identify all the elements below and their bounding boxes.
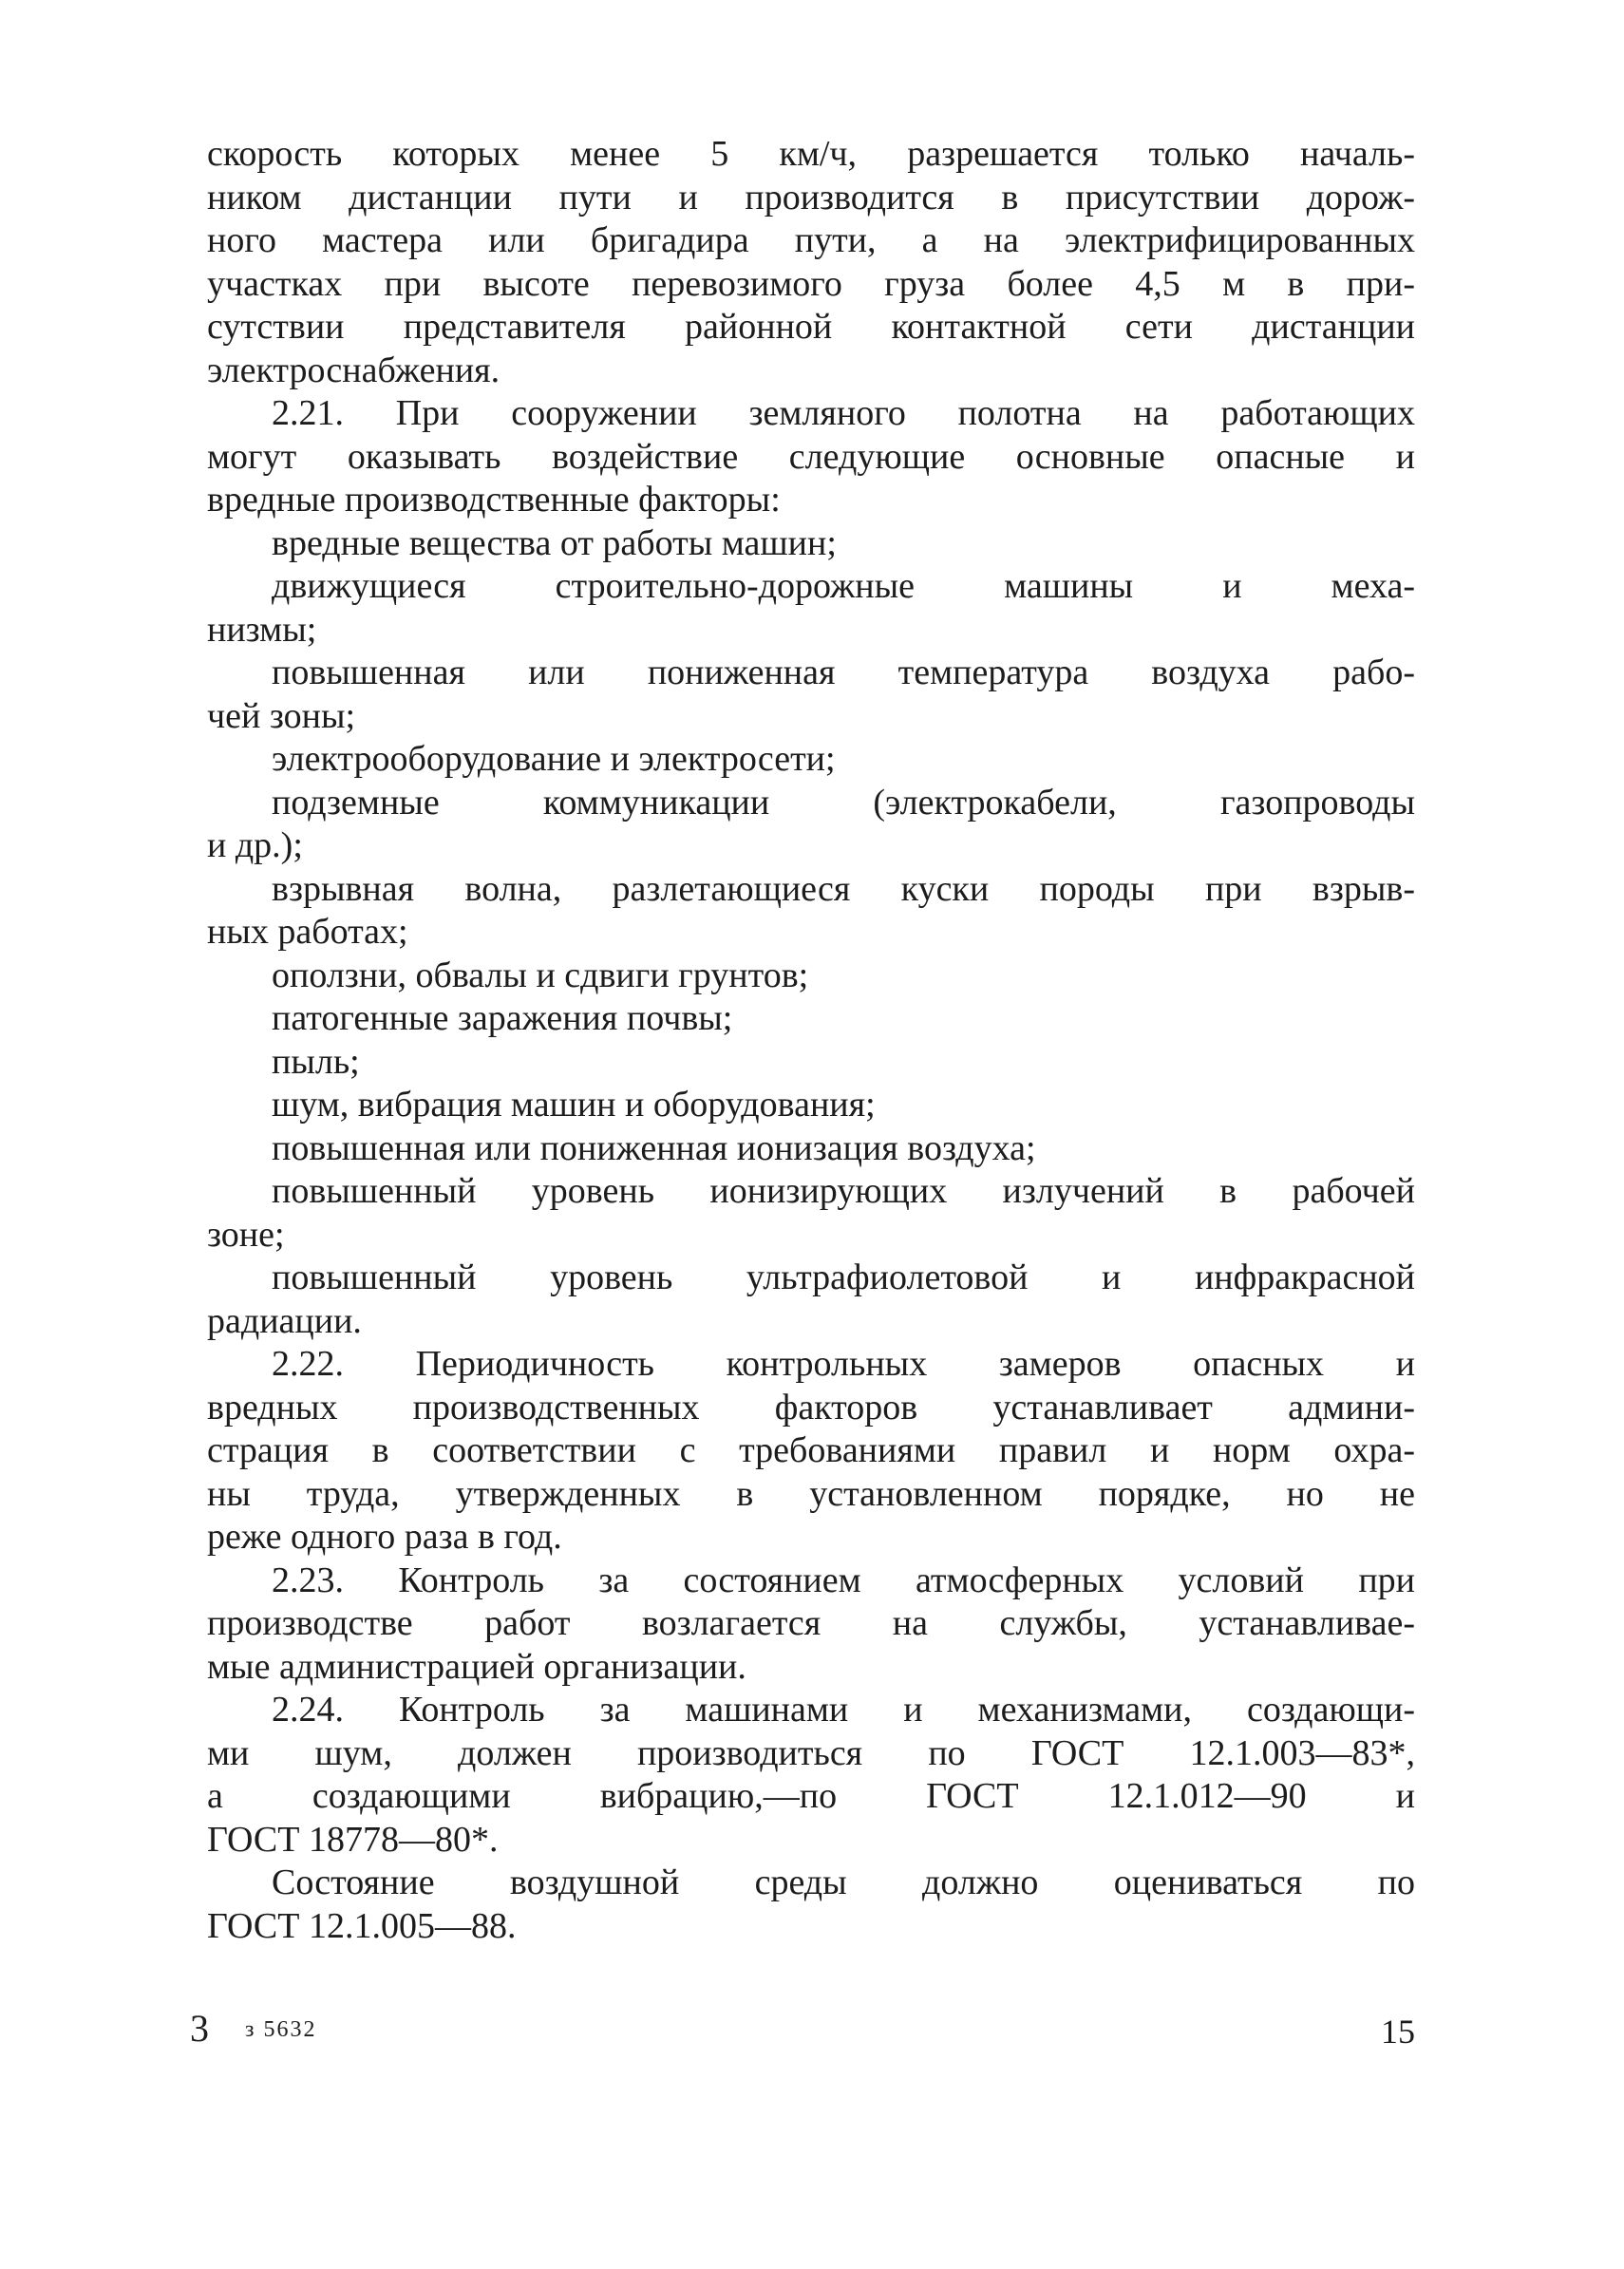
text-line: а создающими вибрацию,—по ГОСТ 12.1.012—90 и (207, 1776, 1415, 1816)
text-line: Состояние воздушной среды должно оцениваться по (272, 1862, 1415, 1902)
list-item-line: шум, вибрация машин и оборудования; (272, 1085, 876, 1125)
text-line: скорость которых менее 5 км/ч, разрешается только началь- (207, 134, 1415, 174)
document-body (207, 133, 1415, 1948)
signature-mark: 3 (190, 2007, 209, 2050)
text-line: сутствии представителя районной контактной сети дистанции (207, 307, 1415, 347)
text-line: участках при высоте перевозимого груза более 4,5 м в при- (207, 263, 1415, 304)
list-item-line: подземные коммуникации (электрокабели, газопроводы (272, 782, 1415, 823)
list-item-line: низмы; (207, 609, 317, 650)
text-line: могут оказывать воздействие следующие основные опасные и (207, 436, 1415, 477)
list-item-line: ных работах; (207, 912, 408, 952)
section-heading-line: 2.23. Контроль за состоянием атмосферных условий при (272, 1560, 1415, 1600)
list-item-line: повышенная или пониженная ионизация воздуха; (272, 1127, 1036, 1168)
list-item-line: повышенная или пониженная температура воздуха рабо- (272, 652, 1415, 692)
text-line: мые администрацией организации. (207, 1646, 746, 1687)
list-item-line: зоне; (207, 1214, 285, 1255)
print-order-number: з 5632 (245, 2017, 317, 2042)
text-line: ми шум, должен производиться по ГОСТ 12.1.003—83*, (207, 1732, 1415, 1773)
text-line: ного мастера или бригадира пути, а на электрифицированных (207, 220, 1415, 260)
list-item-line: патогенные заражения почвы; (272, 998, 733, 1038)
list-item-line: взрывная волна, разлетающиеся куски породы при взрыв- (272, 868, 1415, 909)
text-line: вредные производственные факторы: (207, 480, 781, 520)
list-item-line: движущиеся строительно-дорожные машины и меха- (272, 566, 1415, 606)
text-line: вредных производственных факторов устанавливает админи- (207, 1387, 1415, 1428)
text-line: ГОСТ 12.1.005—88. (207, 1905, 517, 1946)
list-item-line: пыль; (272, 1041, 360, 1082)
list-item-line: вредные вещества от работы машин; (272, 522, 837, 563)
section-heading-line: 2.22. Периодичность контрольных замеров опасных и (272, 1344, 1415, 1384)
text-line: ны труда, утвержденных в установленном порядке, но не (207, 1473, 1415, 1514)
list-item-line: повышенный уровень ультрафиолетовой и инфракрасной (272, 1257, 1415, 1297)
section-heading-line: 2.24. Контроль за машинами и механизмами, создающи- (272, 1690, 1415, 1730)
section-heading-line: 2.21. При сооружении земляного полотна на работающих (272, 393, 1415, 433)
text-line: ГОСТ 18778—80*. (207, 1819, 499, 1860)
list-item-line: чей зоны; (207, 695, 356, 736)
list-item-line: повышенный уровень ионизирующих излучений в рабочей (272, 1171, 1415, 1211)
list-item-line: радиации. (207, 1300, 362, 1341)
text-line: производстве работ возлагается на службы, устанавливае- (207, 1603, 1415, 1643)
text-line: реже одного раза в год. (207, 1517, 562, 1557)
page-footer (190, 2006, 1415, 2053)
list-item-line: и др.); (207, 825, 303, 865)
text-line: ником дистанции пути и производится в присутствии дорож- (207, 177, 1415, 217)
text-line: электроснабжения. (207, 350, 500, 390)
list-item-line: электрооборудование и электросети; (272, 739, 836, 779)
text-line: страция в соответствии с требованиями правил и норм охра- (207, 1430, 1415, 1470)
page-number: 15 (1381, 2013, 1415, 2051)
list-item-line: оползни, обвалы и сдвиги грунтов; (272, 955, 809, 995)
